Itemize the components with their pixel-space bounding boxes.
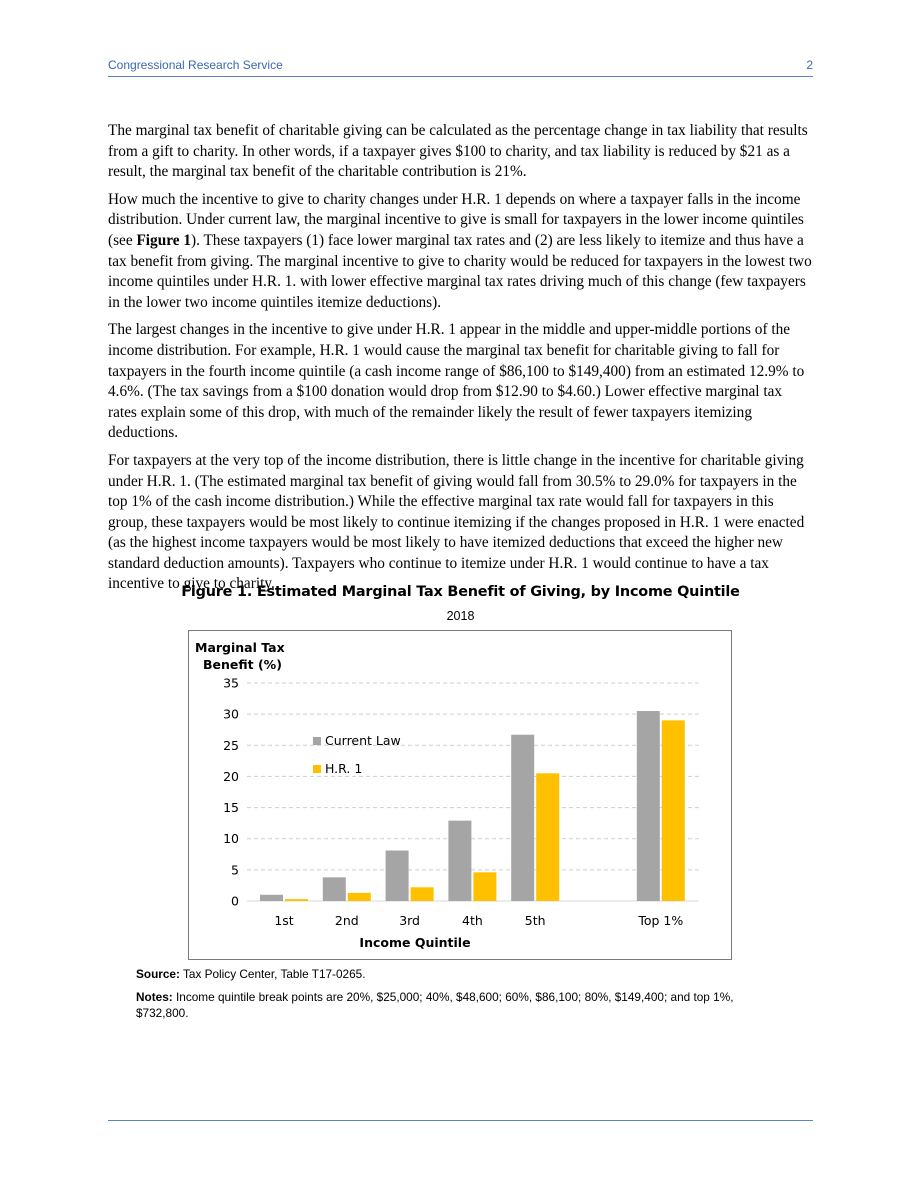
bar-current-law bbox=[637, 711, 660, 901]
notes-label: Notes: bbox=[136, 990, 173, 1004]
bar-hr1 bbox=[411, 887, 434, 901]
figure-title: Figure 1. Estimated Marginal Tax Benefit of Giving, by Income Quintile bbox=[181, 584, 740, 600]
y-axis-label-line-2: Benefit (%) bbox=[203, 657, 282, 672]
legend-label: H.R. 1 bbox=[325, 761, 363, 776]
legend-label: Current Law bbox=[325, 733, 401, 748]
bar-hr1 bbox=[473, 872, 496, 901]
footer-rule bbox=[108, 1120, 813, 1121]
bar-current-law bbox=[260, 895, 283, 901]
bar-current-law bbox=[323, 877, 346, 901]
bar-hr1 bbox=[348, 893, 371, 901]
y-tick-label: 5 bbox=[231, 862, 239, 878]
y-axis-label-line-1: Marginal Tax bbox=[195, 640, 285, 655]
paragraph-2-b: ). These taxpayers (1) face lower marginal tax rates and (2) are less likely to itemize and thus have a tax benefit from giving. The marginal incentive to give to charity would be reduced for taxpayers in the lowest two income quintiles under H.R. 1. with lower effective marginal tax rates driving much of this change (few taxpayers in the lower two income quintiles itemize deductions). bbox=[108, 231, 812, 311]
figure-subtitle: 2018 bbox=[446, 609, 475, 623]
source-label: Source: bbox=[136, 967, 180, 981]
y-tick-label: 15 bbox=[223, 800, 239, 816]
bar-hr1 bbox=[285, 899, 308, 901]
y-tick-label: 25 bbox=[223, 737, 239, 753]
header-rule bbox=[108, 76, 813, 77]
bar-current-law bbox=[511, 735, 534, 901]
body-text bbox=[108, 121, 813, 602]
bar-chart bbox=[189, 631, 731, 959]
legend-swatch bbox=[313, 765, 321, 773]
source-text: Tax Policy Center, Table T17-0265. bbox=[179, 967, 366, 981]
y-tick-label: 35 bbox=[223, 675, 239, 691]
y-tick-label: 20 bbox=[223, 768, 239, 784]
x-tick-label: Top 1% bbox=[638, 913, 684, 928]
x-tick-label: 3rd bbox=[399, 913, 421, 928]
header-org: Congressional Research Service bbox=[108, 58, 283, 72]
source-note bbox=[136, 966, 786, 982]
x-axis-label: Income Quintile bbox=[359, 935, 471, 950]
x-tick-label: 4th bbox=[462, 913, 483, 928]
figure-reference: Figure 1 bbox=[136, 231, 191, 249]
page-number: 2 bbox=[806, 58, 813, 72]
legend-swatch bbox=[313, 737, 321, 745]
x-tick-label: 1st bbox=[274, 913, 294, 928]
y-tick-label: 30 bbox=[223, 706, 239, 722]
paragraph-2 bbox=[108, 190, 813, 314]
paragraph-2-a: How much the incentive to give to charity changes under H.R. 1 depends on where a taxpayer falls in the income distribution. Under current law, the marginal incentive to give is small for taxpayers in the lower income quintiles (see bbox=[108, 190, 804, 249]
chart-frame bbox=[188, 630, 732, 960]
bar-hr1 bbox=[662, 720, 685, 901]
x-tick-label: 5th bbox=[524, 913, 546, 928]
x-tick-label: 2nd bbox=[334, 913, 359, 928]
bar-hr1 bbox=[536, 773, 559, 901]
paragraph-3: The largest changes in the incentive to give under H.R. 1 appear in the middle and upper-middle portions of the income distribution. For example, H.R. 1 would cause the marginal tax benefit for charitable giving to fall for taxpayers in the fourth income quintile (a cash income range of $86,100 to $149,400) from an estimated 12.9% to 4.6%. (The tax savings from a $100 donation would drop from $12.90 to $4.60.) Lower effective marginal tax rates explain some of this drop, with much of the remainder likely the result of fewer taxpayers itemizing deductions. bbox=[108, 321, 805, 442]
paragraph-1: The marginal tax benefit of charitable giving can be calculated as the percentage change in tax liability that results from a gift to charity. In other words, if a taxpayer gives $100 to charity, and tax liability is reduced by $21 as a result, the marginal tax benefit of the charitable contribution is 21%. bbox=[108, 122, 808, 181]
y-tick-label: 10 bbox=[223, 831, 239, 847]
notes-text: Income quintile break points are 20%, $25,000; 40%, $48,600; 60%, $86,100; 80%, $149,400; and top 1%, $732,800. bbox=[136, 990, 734, 1020]
notes bbox=[136, 989, 786, 1021]
bar-current-law bbox=[448, 821, 471, 901]
paragraph-4: For taxpayers at the very top of the income distribution, there is little change in the incentive for charitable giving under H.R. 1. (The estimated marginal tax benefit of giving would fall from 30.5% to 29.0% for taxpayers in the top 1% of the cash income distribution.) While the effective marginal tax rate would fall for taxpayers in this group, these taxpayers would be most likely to continue itemizing if the changes proposed in H.R. 1 were enacted (as the highest income taxpayers would be most likely to have itemized deductions that exceed the higher new standard deduction amounts). Taxpayers who continue to itemize under H.R. 1 would continue to have a tax incentive to give to charity. bbox=[108, 451, 805, 593]
bar-current-law bbox=[386, 851, 409, 901]
y-tick-label: 0 bbox=[231, 893, 239, 909]
page-header bbox=[108, 58, 813, 74]
